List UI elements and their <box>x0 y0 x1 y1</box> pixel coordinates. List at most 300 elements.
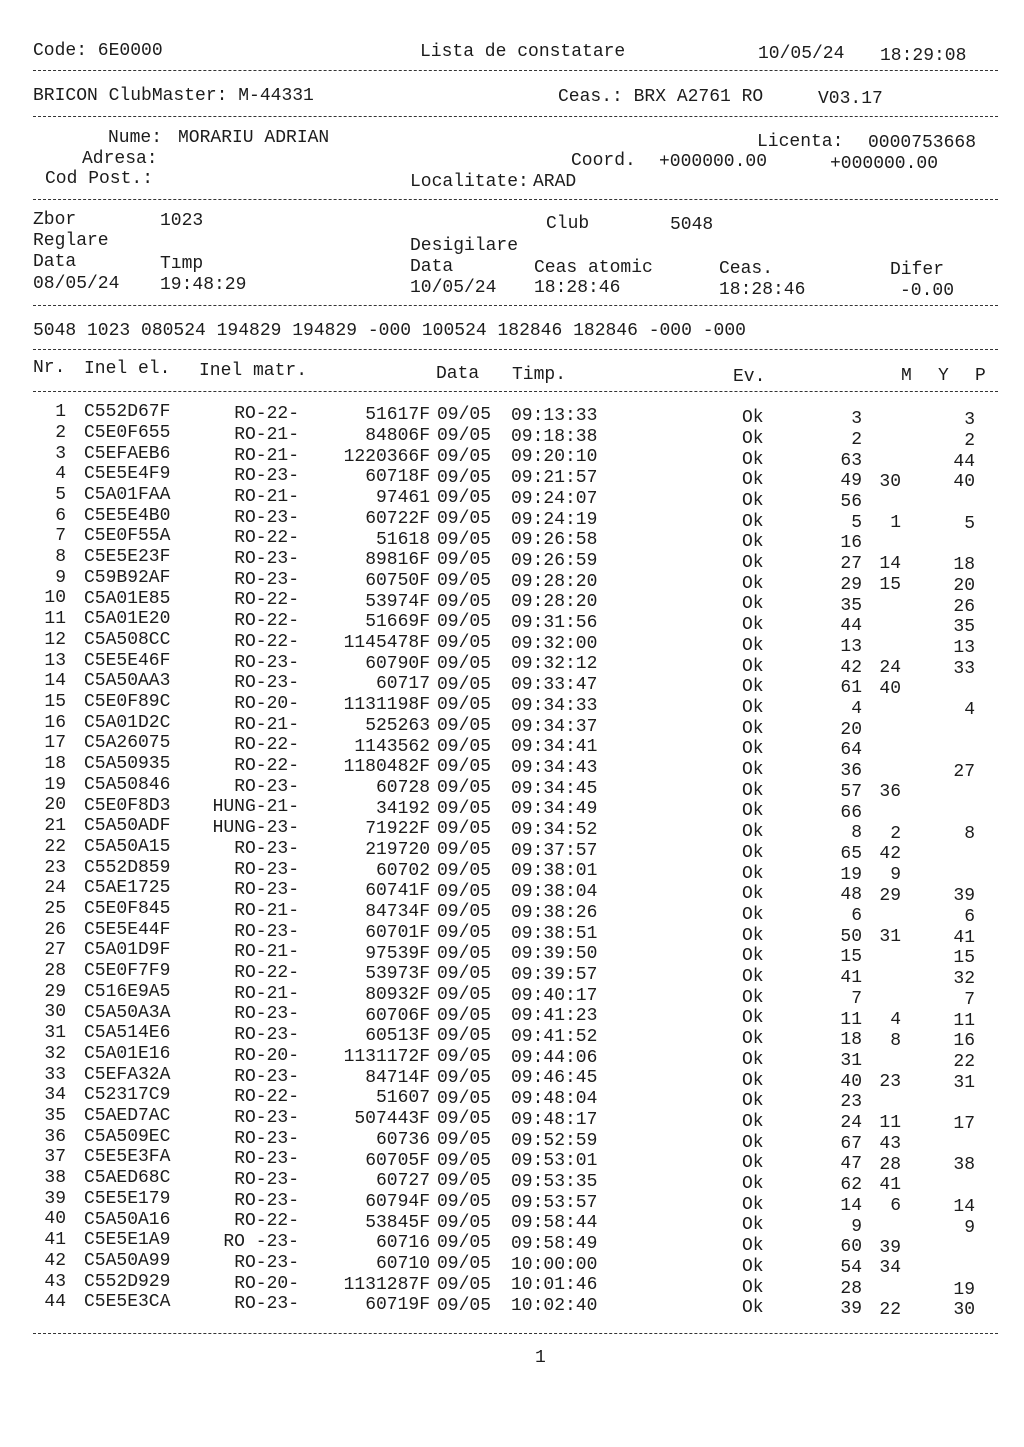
row-p: 6 <box>964 907 975 928</box>
row-time: 09:24:19 <box>511 509 598 530</box>
separator <box>33 199 998 200</box>
row-event: Ok <box>742 987 764 1008</box>
row-nr: 24 <box>44 878 66 899</box>
table-row <box>0 836 1024 865</box>
table-row <box>0 1043 1024 1072</box>
row-m: 24 <box>840 1113 862 1134</box>
col-time: Timp. <box>512 365 567 385</box>
row-time: 09:46:45 <box>511 1068 598 1089</box>
row-ring-number: 97461 <box>375 488 430 509</box>
row-event: Ok <box>742 635 764 656</box>
atomic-clock-label: Ceas atomic <box>534 258 653 278</box>
row-m: 31 <box>840 1050 862 1071</box>
row-electronic-ring: C5AE1725 <box>84 878 171 899</box>
row-ring-number: 60701F <box>365 922 430 943</box>
table-row <box>0 484 1024 513</box>
row-date: 09/05 <box>437 1067 492 1088</box>
row-y: 23 <box>879 1071 901 1092</box>
row-event: Ok <box>742 967 764 988</box>
row-ring-prefix: RO-21- <box>234 714 299 735</box>
row-ring-number: 1143562 <box>354 736 430 757</box>
row-m: 5 <box>851 512 862 533</box>
row-ring-prefix: RO-23- <box>234 652 299 673</box>
row-date: 09/05 <box>437 736 492 757</box>
row-y: 36 <box>879 782 901 803</box>
row-p: 41 <box>953 927 975 948</box>
row-ring-number: 60705F <box>365 1150 430 1171</box>
row-event: Ok <box>742 1256 764 1277</box>
row-m: 13 <box>840 636 862 657</box>
row-m: 67 <box>840 1133 862 1154</box>
coord-x: +000000.00 <box>659 152 768 172</box>
row-electronic-ring: C5A01D2C <box>84 712 171 733</box>
row-y: 40 <box>879 678 901 699</box>
row-m: 50 <box>840 926 862 947</box>
row-p: 16 <box>953 1031 975 1052</box>
row-date: 09/05 <box>437 1005 492 1026</box>
row-event: Ok <box>742 925 764 946</box>
row-electronic-ring: C5A50935 <box>84 754 171 775</box>
row-p: 2 <box>964 430 975 451</box>
row-nr: 28 <box>44 961 66 981</box>
row-y: 15 <box>879 575 901 596</box>
row-time: 09:41:23 <box>511 1006 598 1027</box>
row-nr: 8 <box>55 547 66 567</box>
row-event: Ok <box>742 1194 764 1215</box>
row-ring-number: 60716 <box>375 1233 430 1254</box>
row-ring-number: 60790F <box>365 653 430 674</box>
row-electronic-ring: C5A26075 <box>84 733 171 754</box>
row-event: Ok <box>742 656 764 677</box>
row-nr: 30 <box>44 1002 66 1023</box>
row-ring-number: 71922F <box>365 819 430 840</box>
row-event: Ok <box>742 1132 764 1153</box>
row-ring-number: 80932F <box>365 984 430 1005</box>
row-ring-prefix: HUNG-21- <box>212 797 299 818</box>
row-date: 09/05 <box>437 985 492 1006</box>
row-ring-prefix: RO-21- <box>234 900 299 921</box>
row-date: 09/05 <box>437 674 492 695</box>
row-date: 09/05 <box>437 1047 492 1068</box>
row-nr: 3 <box>55 443 66 464</box>
row-event: Ok <box>742 1277 764 1298</box>
row-m: 49 <box>840 471 862 492</box>
row-nr: 11 <box>44 609 66 630</box>
row-date: 09/05 <box>437 902 492 923</box>
postal-code-label: Cod Post.: <box>45 169 154 189</box>
row-time: 09:44:06 <box>511 1047 598 1068</box>
row-nr: 44 <box>44 1292 66 1313</box>
row-date: 09/05 <box>437 488 492 509</box>
row-ring-number: 51607 <box>375 1088 430 1109</box>
row-time: 09:18:38 <box>511 426 598 447</box>
row-date: 09/05 <box>437 798 492 819</box>
row-p: 39 <box>953 886 975 907</box>
row-electronic-ring: C5A01E20 <box>84 609 171 630</box>
row-m: 9 <box>851 1216 862 1237</box>
row-ring-prefix: RO-23- <box>234 1107 299 1128</box>
row-event: Ok <box>742 760 764 781</box>
row-ring-prefix: RO-20- <box>234 693 299 714</box>
row-time: 09:38:01 <box>511 861 598 882</box>
row-m: 65 <box>840 843 862 864</box>
row-p: 18 <box>953 555 975 576</box>
row-time: 09:34:45 <box>511 778 598 799</box>
row-m: 40 <box>840 1071 862 1092</box>
row-m: 8 <box>851 823 862 844</box>
row-date: 09/05 <box>437 529 492 550</box>
row-ring-prefix: RO-22- <box>234 611 299 632</box>
row-p: 5 <box>964 513 975 534</box>
row-electronic-ring: C5A50846 <box>84 774 171 795</box>
row-ring-number: 1220366F <box>343 446 430 467</box>
clock-id: Ceas.: BRX A2761 RO <box>558 87 764 107</box>
row-event: Ok <box>742 1236 764 1257</box>
row-ring-prefix: RO-20- <box>234 1045 299 1066</box>
row-nr: 25 <box>44 898 66 919</box>
row-event: Ok <box>742 1215 764 1236</box>
row-y: 11 <box>879 1113 901 1134</box>
code-line: 5048 1023 080524 194829 194829 -000 100524 182846 182846 -000 -000 <box>33 321 746 341</box>
row-date: 09/05 <box>437 819 492 840</box>
row-nr: 15 <box>44 691 66 712</box>
row-m: 47 <box>840 1154 862 1175</box>
license-number: 0000753668 <box>868 133 977 153</box>
table-row <box>0 671 1024 699</box>
row-m: 11 <box>840 1009 862 1030</box>
row-p: 11 <box>953 1010 975 1031</box>
row-p: 19 <box>953 1279 975 1300</box>
row-ring-number: 53974F <box>365 591 430 612</box>
row-nr: 14 <box>44 671 66 692</box>
row-time: 09:53:35 <box>511 1171 598 1192</box>
row-electronic-ring: C5E5E4B0 <box>84 505 171 526</box>
row-electronic-ring: C5E0F7F9 <box>84 961 171 982</box>
row-ring-number: 60702 <box>375 860 430 881</box>
row-y: 22 <box>879 1299 901 1320</box>
row-ring-prefix: RO-23- <box>234 549 299 570</box>
table-row <box>0 878 1024 907</box>
version: V03.17 <box>818 89 883 109</box>
row-y: 6 <box>890 1196 901 1217</box>
row-y: 28 <box>879 1154 901 1175</box>
row-nr: 4 <box>55 464 66 485</box>
table-row <box>0 1250 1024 1279</box>
setting-time-label: Tımp <box>160 254 204 274</box>
row-time: 09:48:04 <box>511 1089 598 1110</box>
row-ring-number: 1180482F <box>343 757 430 778</box>
row-date: 09/05 <box>437 1233 492 1254</box>
row-date: 09/05 <box>437 860 492 881</box>
row-ring-number: 1131172F <box>343 1047 430 1068</box>
table-row <box>0 464 1024 493</box>
row-nr: 22 <box>44 836 66 857</box>
table-row <box>0 629 1024 658</box>
row-ring-number: 60728 <box>375 777 430 798</box>
table-row <box>0 961 1024 990</box>
separator <box>33 305 998 306</box>
row-electronic-ring: C5E0F55A <box>84 526 171 547</box>
code-label: Code: 6E0000 <box>33 41 163 61</box>
row-m: 36 <box>840 761 862 782</box>
clock-time: 18:28:46 <box>719 280 806 300</box>
row-p: 20 <box>953 575 975 596</box>
row-time: 09:32:12 <box>511 654 598 675</box>
club-number: 5048 <box>670 215 714 235</box>
row-p: 7 <box>964 989 975 1010</box>
row-time: 10:00:00 <box>511 1254 598 1275</box>
table-row <box>0 402 1024 431</box>
difference-label: Difer <box>890 260 945 280</box>
row-ring-number: 1131198F <box>343 695 430 716</box>
row-time: 09:52:59 <box>511 1130 598 1151</box>
table-row <box>0 712 1024 740</box>
row-m: 64 <box>840 740 862 761</box>
row-y: 4 <box>890 1009 901 1030</box>
row-ring-number: 60727 <box>375 1171 430 1192</box>
row-electronic-ring: C5AED68C <box>84 1168 171 1189</box>
row-p: 44 <box>953 451 975 472</box>
row-electronic-ring: C5E5E23F <box>84 547 171 568</box>
row-event: Ok <box>742 553 764 574</box>
row-time: 09:20:10 <box>511 447 598 468</box>
row-electronic-ring: C5E5E4F9 <box>84 464 171 485</box>
row-ring-number: 60794F <box>365 1191 430 1212</box>
row-date: 09/05 <box>437 1026 492 1047</box>
row-time: 09:48:17 <box>511 1109 598 1130</box>
col-nr: Nr. <box>33 358 66 378</box>
row-ring-prefix: RO-22- <box>234 963 299 984</box>
table-row <box>0 1271 1024 1300</box>
row-ring-prefix: RO-22- <box>234 528 299 549</box>
row-ring-prefix: RO-22- <box>234 756 299 777</box>
row-p: 8 <box>964 824 975 845</box>
row-date: 09/05 <box>437 1212 492 1233</box>
row-ring-number: 60741F <box>365 881 430 902</box>
table-row <box>0 940 1024 969</box>
col-ring-number: Inel matr. <box>199 361 308 381</box>
table-row <box>0 1023 1024 1052</box>
row-ring-number: 84806F <box>365 426 430 447</box>
row-electronic-ring: C59B92AF <box>84 567 171 588</box>
row-m: 23 <box>840 1092 862 1113</box>
row-ring-prefix: RO-22- <box>234 1211 299 1232</box>
row-ring-prefix: RO-23- <box>234 1128 299 1149</box>
row-date: 09/05 <box>437 943 492 964</box>
row-y: 43 <box>879 1134 901 1155</box>
row-ring-number: 97539F <box>365 943 430 964</box>
row-m: 56 <box>840 492 862 513</box>
row-ring-number: 84734F <box>365 902 430 923</box>
row-ring-prefix: RO-21- <box>234 983 299 1004</box>
flight-number: 1023 <box>160 211 204 231</box>
row-ring-prefix: RO-23- <box>234 838 299 859</box>
row-nr: 13 <box>44 650 66 671</box>
row-p: 26 <box>953 596 975 617</box>
row-event: Ok <box>742 408 764 429</box>
row-date: 09/05 <box>437 1192 492 1213</box>
row-y: 34 <box>879 1258 901 1279</box>
row-time: 09:58:44 <box>511 1213 598 1234</box>
row-date: 09/05 <box>437 1150 492 1171</box>
atomic-clock-time: 18:28:46 <box>534 278 621 298</box>
row-m: 4 <box>851 699 862 720</box>
row-electronic-ring: C552D67F <box>84 402 171 423</box>
row-time: 09:21:57 <box>511 468 598 489</box>
row-nr: 21 <box>44 816 66 837</box>
table-row <box>0 816 1024 845</box>
row-p: 17 <box>953 1114 975 1135</box>
row-m: 42 <box>840 657 862 678</box>
row-event: Ok <box>742 449 764 470</box>
row-p: 35 <box>953 617 975 638</box>
row-ring-prefix: RO-23- <box>234 921 299 942</box>
table-row <box>0 1064 1024 1093</box>
row-time: 09:13:33 <box>511 406 598 427</box>
table-row <box>0 443 1024 472</box>
row-time: 09:34:41 <box>511 737 598 758</box>
table-row <box>0 733 1024 761</box>
row-ring-prefix: RO-23- <box>234 859 299 880</box>
table-row <box>0 1209 1024 1238</box>
row-date: 09/05 <box>437 1171 492 1192</box>
row-m: 35 <box>840 595 862 616</box>
row-event: Ok <box>742 801 764 822</box>
row-electronic-ring: C5A50A3A <box>84 1002 171 1023</box>
row-event: Ok <box>742 1111 764 1132</box>
row-m: 28 <box>840 1278 862 1299</box>
row-time: 09:41:52 <box>511 1027 598 1048</box>
row-p: 3 <box>964 410 975 431</box>
table-row <box>0 1105 1024 1135</box>
row-y: 41 <box>879 1175 901 1196</box>
row-m: 15 <box>840 947 862 968</box>
row-nr: 35 <box>44 1105 66 1126</box>
row-time: 09:39:50 <box>511 944 598 965</box>
row-nr: 42 <box>44 1250 66 1271</box>
table-row <box>0 609 1024 638</box>
row-electronic-ring: C5EFAEB6 <box>84 443 171 464</box>
row-electronic-ring: C5A01E16 <box>84 1043 171 1064</box>
print-date: 10/05/24 <box>758 44 845 64</box>
col-date: Data <box>436 364 480 384</box>
row-nr: 5 <box>55 484 66 505</box>
row-ring-prefix: RO-23- <box>234 1025 299 1046</box>
row-ring-number: 51617F <box>365 405 430 426</box>
row-time: 09:53:57 <box>511 1192 598 1213</box>
row-date: 09/05 <box>437 1088 492 1109</box>
row-ring-number: 60706F <box>365 1005 430 1026</box>
row-electronic-ring: C5E5E179 <box>84 1188 171 1209</box>
row-date: 09/05 <box>437 881 492 902</box>
row-nr: 17 <box>44 733 66 754</box>
coord-y: +000000.00 <box>830 154 939 174</box>
row-ring-prefix: RO-22- <box>234 1087 299 1108</box>
row-ring-prefix: RO-22- <box>234 735 299 756</box>
separator <box>33 391 998 392</box>
row-event: Ok <box>742 1298 764 1319</box>
page-number: 1 <box>535 1348 546 1368</box>
row-ring-number: 507443F <box>354 1109 430 1130</box>
row-ring-number: 60710 <box>375 1254 430 1275</box>
setting-date: 08/05/24 <box>33 274 120 294</box>
row-date: 09/05 <box>437 778 492 799</box>
row-time: 09:33:47 <box>511 675 598 696</box>
row-ring-number: 60718F <box>365 467 430 488</box>
row-ring-prefix: RO-23- <box>234 1252 299 1273</box>
row-ring-prefix: RO-22- <box>234 590 299 611</box>
row-nr: 36 <box>44 1126 66 1147</box>
col-m: M <box>901 366 912 386</box>
row-nr: 26 <box>44 919 66 940</box>
row-y: 2 <box>890 823 901 844</box>
row-ring-number: 53845F <box>365 1212 430 1233</box>
row-p: 15 <box>953 948 975 969</box>
row-nr: 1 <box>55 402 66 423</box>
owner-name: MORARIU ADRIAN <box>178 128 330 148</box>
row-date: 09/05 <box>437 1254 492 1275</box>
row-nr: 27 <box>44 940 66 961</box>
row-ring-prefix: RO-23- <box>234 1170 299 1191</box>
row-ring-prefix: RO-21- <box>234 445 299 466</box>
row-m: 20 <box>840 719 862 740</box>
row-electronic-ring: C5E0F89C <box>84 692 171 713</box>
row-p: 13 <box>953 637 975 658</box>
row-electronic-ring: C5A514E6 <box>84 1023 171 1044</box>
row-electronic-ring: C5E5E46F <box>84 650 171 671</box>
row-m: 16 <box>840 533 862 554</box>
row-ring-prefix: RO-23- <box>234 1190 299 1211</box>
row-p: 30 <box>953 1300 975 1321</box>
locality-label: Localitate: <box>410 172 529 192</box>
row-ring-prefix: RO-21- <box>234 486 299 507</box>
row-m: 2 <box>851 429 862 450</box>
row-electronic-ring: C5A50A15 <box>84 836 171 857</box>
row-m: 57 <box>840 781 862 802</box>
row-nr: 6 <box>55 505 66 526</box>
setting-date-label: Data <box>33 252 77 272</box>
row-ring-number: 51618 <box>375 529 430 550</box>
row-ring-prefix: HUNG-23- <box>212 818 299 839</box>
row-date: 09/05 <box>437 1274 492 1295</box>
table-row <box>0 754 1024 783</box>
row-nr: 40 <box>44 1209 66 1230</box>
row-ring-prefix: RO-23- <box>234 1149 299 1170</box>
row-electronic-ring: C5E5E3FA <box>84 1147 171 1168</box>
table-row <box>0 1230 1024 1258</box>
row-nr: 31 <box>44 1023 66 1044</box>
row-time: 10:02:40 <box>511 1296 598 1317</box>
row-nr: 12 <box>44 629 66 650</box>
row-m: 61 <box>840 678 862 699</box>
row-ring-prefix: RO-20- <box>234 1273 299 1294</box>
row-date: 09/05 <box>437 612 492 633</box>
table-row <box>0 526 1024 554</box>
row-ring-prefix: RO-23- <box>234 466 299 487</box>
row-electronic-ring: C5E5E1A9 <box>84 1230 171 1251</box>
separator <box>33 116 998 117</box>
row-time: 10:01:46 <box>511 1275 598 1296</box>
row-p: 38 <box>953 1155 975 1176</box>
row-ring-number: 51669F <box>365 612 430 633</box>
row-event: Ok <box>742 511 764 532</box>
row-date: 09/05 <box>437 426 492 447</box>
row-ring-prefix: RO-21- <box>234 942 299 963</box>
row-electronic-ring: C5A50ADF <box>84 816 171 837</box>
table-row <box>0 505 1024 534</box>
table-row <box>0 898 1024 928</box>
table-row <box>0 1292 1024 1321</box>
